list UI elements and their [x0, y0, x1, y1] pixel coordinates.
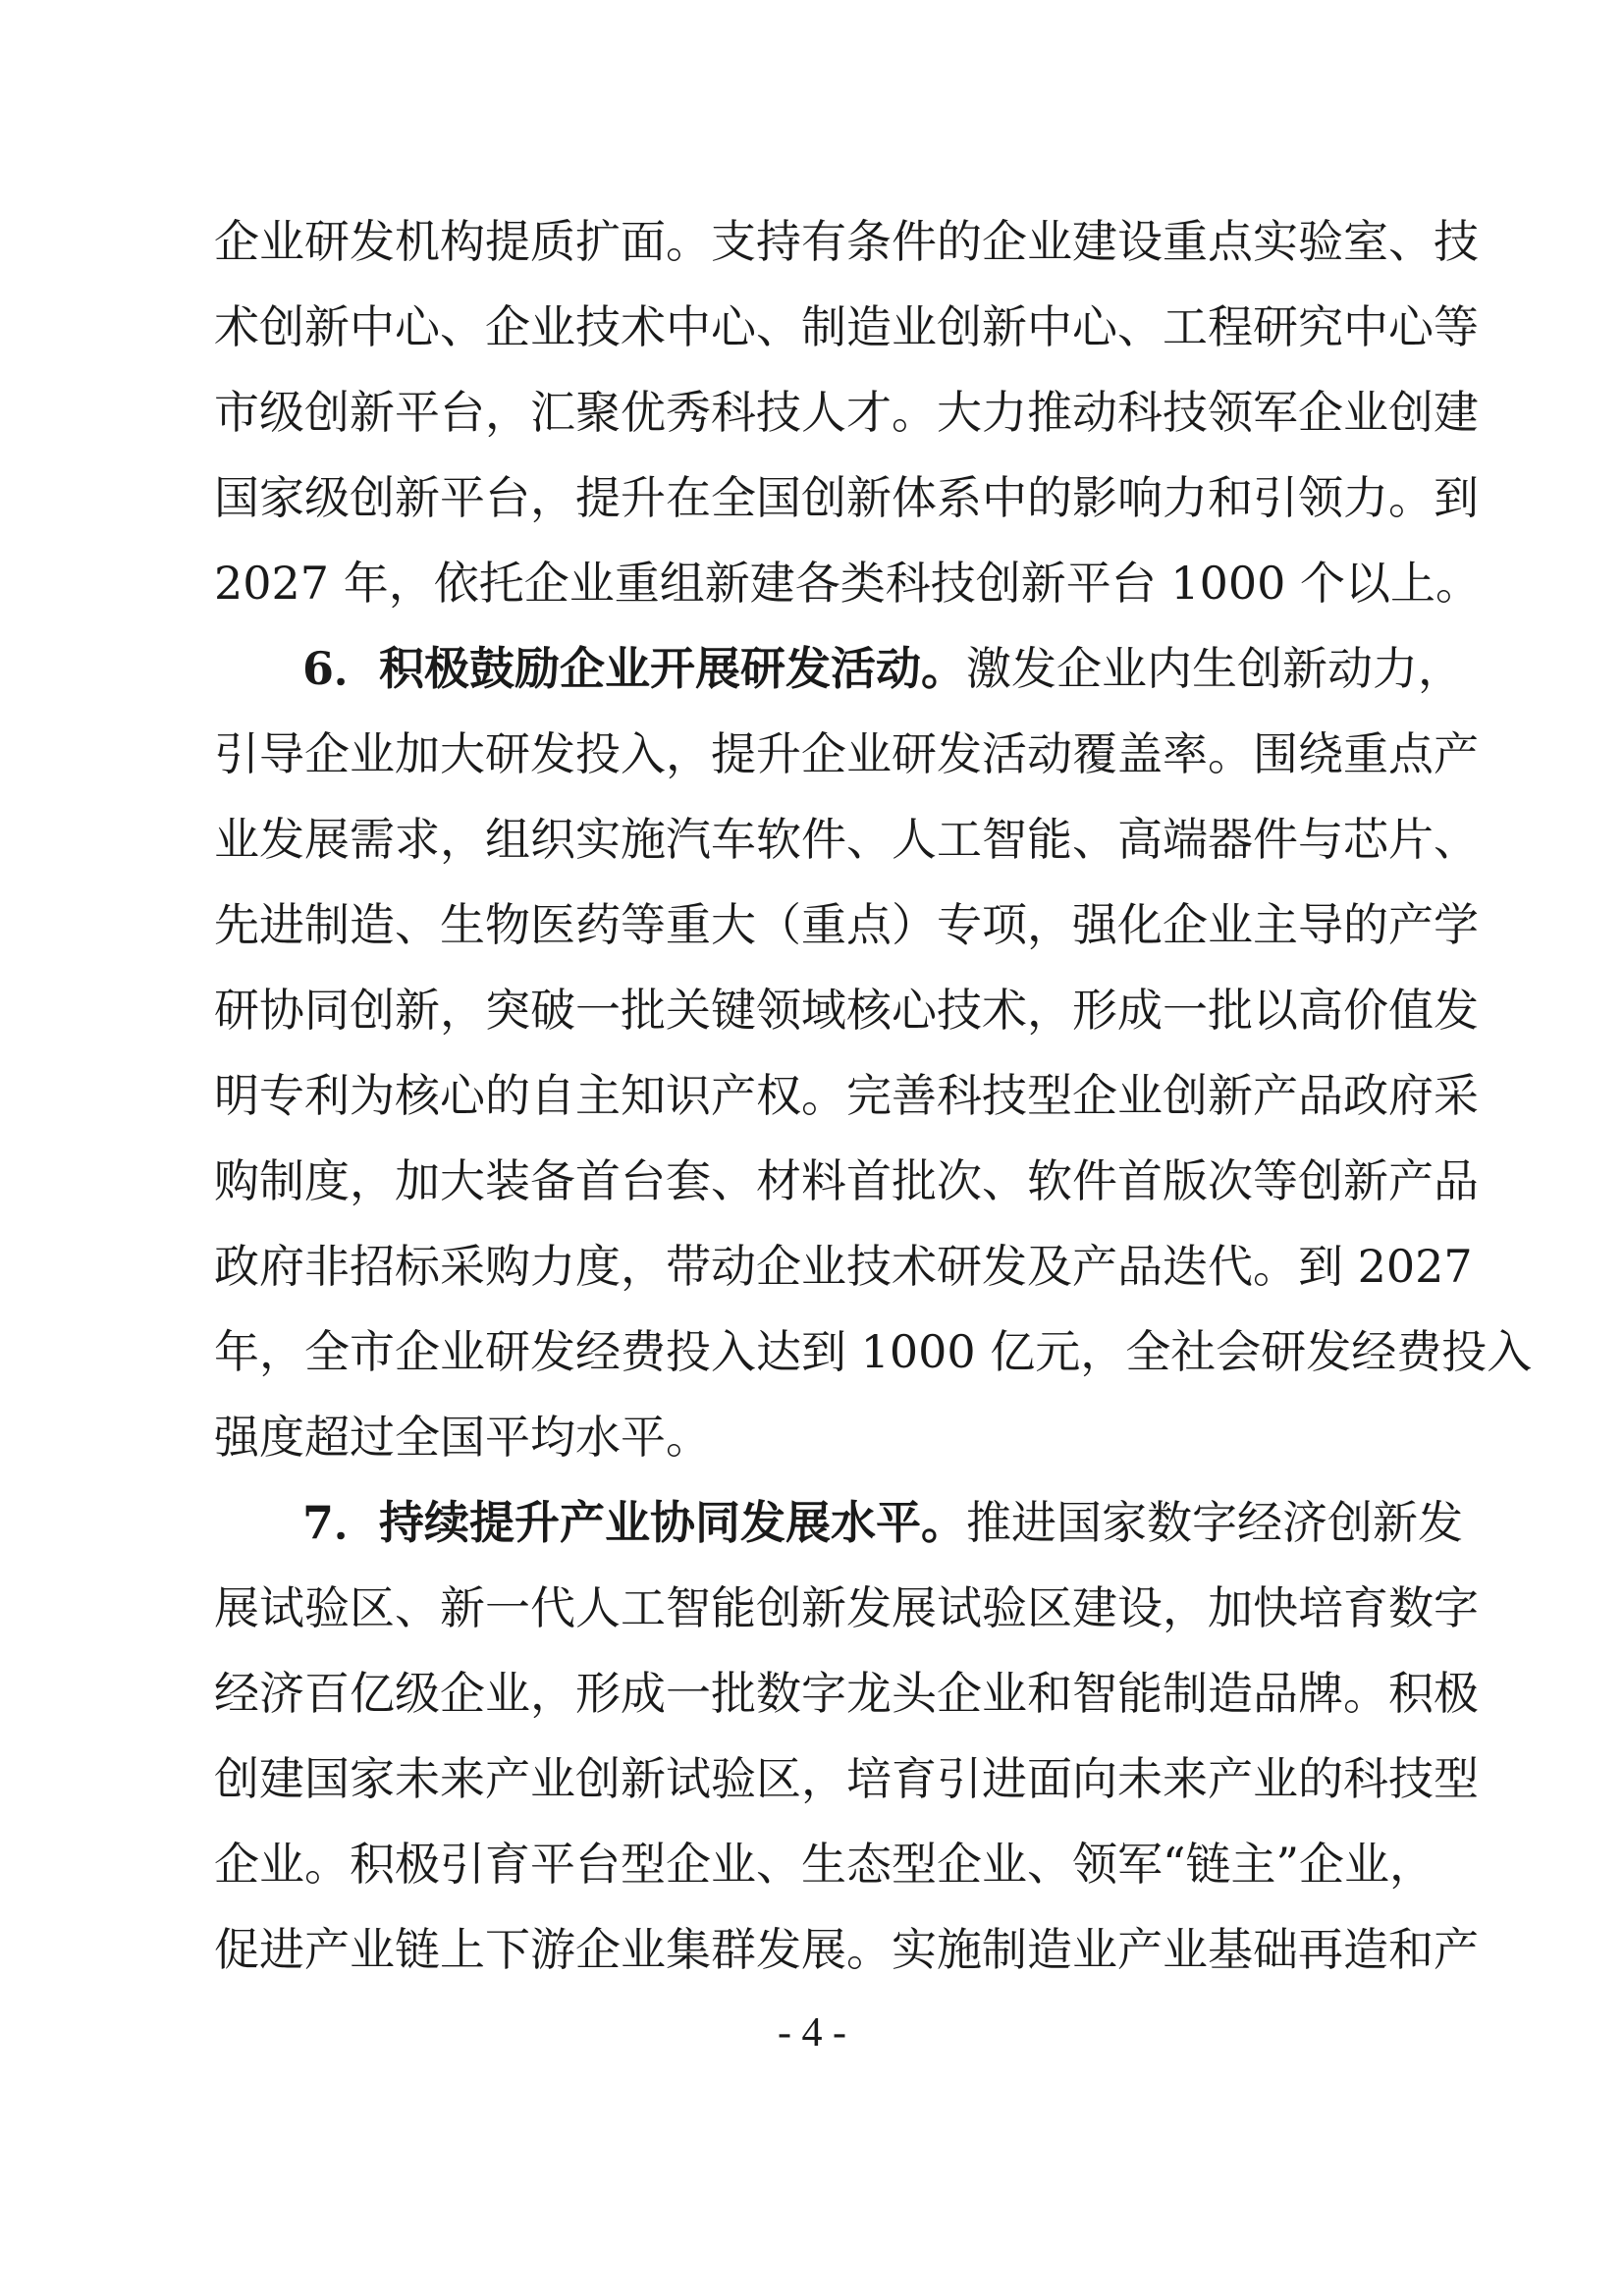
text-line: 促进产业链上下游企业集群发展。实施制造业产业基础再造和产	[214, 1923, 1479, 1976]
text-line: 2027 年，依托企业重组新建各类科技创新平台 1000 个以上。	[214, 557, 1481, 610]
text-line: 展试验区、新一代人工智能创新发展试验区建设，加快培育数字	[214, 1581, 1479, 1634]
text-line: 企业。积极引育平台型企业、生态型企业、领军“链主”企业，	[214, 1838, 1435, 1891]
text-line: 企业研发机构提质扩面。支持有条件的企业建设重点实验室、技	[214, 215, 1479, 268]
text-line: 经济百亿级企业，形成一批数字龙头企业和智能制造品牌。积极	[214, 1667, 1479, 1720]
text-line: 年，全市企业研发经费投入达到 1000 亿元，全社会研发经费投入	[214, 1325, 1533, 1378]
section-7-first-line-text: 推进国家数字经济创新发	[966, 1496, 1464, 1549]
text-line: 政府非招标采购力度，带动企业技术研发及产品迭代。到 2027	[214, 1240, 1473, 1293]
text-line: 市级创新平台，汇聚优秀科技人才。大力推动科技领军企业创建	[214, 386, 1479, 439]
text-line: 引导企业加大研发投入，提升企业研发活动覆盖率。围绕重点产	[214, 727, 1479, 780]
text-line: 创建国家未来产业创新试验区，培育引进面向未来产业的科技型	[214, 1752, 1479, 1805]
section-7-first-line	[302, 1493, 1464, 1552]
text-line: 业发展需求，组织实施汽车软件、人工智能、高端器件与芯片、	[214, 813, 1479, 866]
section-7-heading: 7．持续提升产业协同发展水平。	[302, 1496, 967, 1549]
text-line: 购制度，加大装备首台套、材料首批次、软件首版次等创新产品	[214, 1154, 1479, 1207]
section-6-first-line	[302, 639, 1464, 698]
page-number: - 4 -	[778, 2010, 846, 2056]
section-6-heading: 6．积极鼓励企业开展研发活动。	[302, 642, 967, 695]
text-line: 术创新中心、企业技术中心、制造业创新中心、工程研究中心等	[214, 300, 1479, 353]
text-line: 先进制造、生物医药等重大（重点）专项，强化企业主导的产学	[214, 898, 1479, 951]
text-line: 强度超过全国平均水平。	[214, 1411, 711, 1464]
section-6-first-line-text: 激发企业内生创新动力，	[966, 642, 1464, 695]
text-line: 研协同创新，突破一批关键领域核心技术，形成一批以高价值发	[214, 984, 1479, 1037]
text-line: 国家级创新平台，提升在全国创新体系中的影响力和引领力。到	[214, 471, 1479, 524]
text-line: 明专利为核心的自主知识产权。完善科技型企业创新产品政府采	[214, 1069, 1479, 1122]
